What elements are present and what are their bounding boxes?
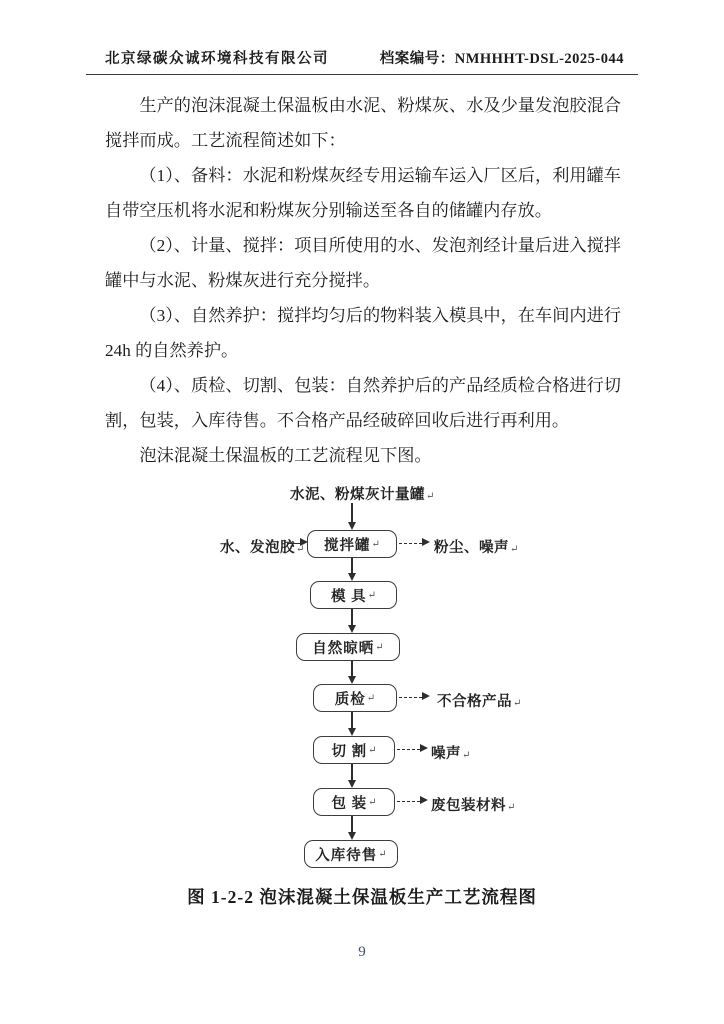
arrow-head-icon: [348, 780, 356, 788]
return-mark: ↵: [510, 544, 519, 555]
page-number: 9: [358, 944, 366, 960]
paragraph-outro: 泡沫混凝土保温板的工艺流程见下图。: [139, 446, 432, 465]
down-arrow: [351, 609, 353, 625]
paragraph-intro: 生产的泡沫混凝土保温板由水泥、粉煤灰、水及少量发泡胶混合搅拌而成。工艺流程简述如下：: [105, 96, 621, 150]
paragraph-step-2: （2）、计量、搅拌：项目所使用的水、发泡剂经计量后进入搅拌罐中与水泥、粉煤灰进行充分搅拌。: [105, 236, 621, 290]
return-mark: ↵: [375, 641, 384, 653]
down-arrow: [351, 764, 353, 780]
return-mark: ↵: [366, 692, 376, 704]
return-mark: ↵: [426, 491, 435, 502]
flow-box-mixing-tank: 搅拌罐 ↵: [307, 530, 397, 558]
return-mark: ↵: [296, 544, 305, 555]
down-arrow: [351, 661, 353, 676]
paragraph-step-3: （3）、自然养护：搅拌均匀后的物料装入模具中，在车间内进行 24h 的自然养护。: [105, 306, 621, 360]
return-mark: ↵: [371, 538, 380, 550]
arrow-head-icon: [420, 796, 428, 804]
arrow-head-icon: [422, 692, 430, 700]
flow-box-packing: 包 装 ↵: [313, 788, 395, 816]
arrow-head-icon: [348, 676, 356, 684]
emission-arrow: [399, 543, 422, 544]
header-company-name: 北京绿碳众诚环境科技有限公司: [105, 51, 329, 67]
emission-label-waste-packaging: 废包装材料↵: [431, 798, 516, 814]
flow-box-quality-check: 质检 ↵: [313, 684, 397, 712]
emission-label-noise: 噪声↵: [431, 746, 471, 762]
figure-caption: 图 1-2-2 泡沫混凝土保温板生产工艺流程图: [187, 887, 537, 907]
flow-box-cutting: 切 割 ↵: [313, 736, 395, 764]
down-arrow: [351, 558, 353, 573]
down-arrow: [351, 816, 353, 832]
return-mark: ↵: [462, 750, 471, 761]
paragraph-step-4: （4）、质检、切割、包装：自然养护后的产品经质检合格进行切割，包装，入库待售。不合格产品经破碎回收后进行再利用。: [105, 376, 621, 430]
flow-box-natural-drying: 自然晾晒 ↵: [296, 633, 400, 661]
emission-arrow: [397, 749, 420, 750]
emission-label-rejects: 不合格产品↵: [437, 694, 522, 710]
input-arrow: [287, 543, 300, 544]
paragraph-step-1: （1）、备料：水泥和粉煤灰经专用运输车运入厂区后，利用罐车自带空压机将水泥和粉煤灰分别输送至各自的储罐内存放。: [105, 166, 621, 220]
header-archive-number: 档案编号：NMHHHT-DSL-2025-044: [379, 51, 624, 67]
flow-source-label: 水泥、粉煤灰计量罐↵: [290, 487, 435, 503]
emission-arrow: [397, 801, 420, 802]
return-mark: ↵: [368, 796, 377, 808]
down-arrow: [351, 712, 353, 728]
arrow-head-icon: [422, 538, 430, 546]
return-mark: ↵: [513, 698, 522, 709]
arrow-head-icon: [420, 744, 428, 752]
arrow-head-icon: [348, 573, 356, 581]
flow-box-mold: 模 具 ↵: [310, 581, 397, 609]
arrow-head-icon: [348, 625, 356, 633]
return-mark: ↵: [367, 589, 376, 601]
down-arrow: [351, 503, 353, 522]
arrow-head-icon: [348, 522, 356, 530]
flow-box-storage: 入库待售 ↵: [304, 840, 398, 868]
return-mark: ↵: [378, 848, 387, 860]
emission-arrow: [399, 697, 422, 698]
flow-input-label: 水、发泡胶↵: [220, 540, 305, 556]
arrow-head-icon: [348, 728, 356, 736]
return-mark: ↵: [368, 744, 377, 756]
arrow-head-icon: [348, 832, 356, 840]
emission-label-dust-noise: 粉尘、噪声↵: [434, 540, 519, 556]
return-mark: ↵: [507, 802, 516, 813]
